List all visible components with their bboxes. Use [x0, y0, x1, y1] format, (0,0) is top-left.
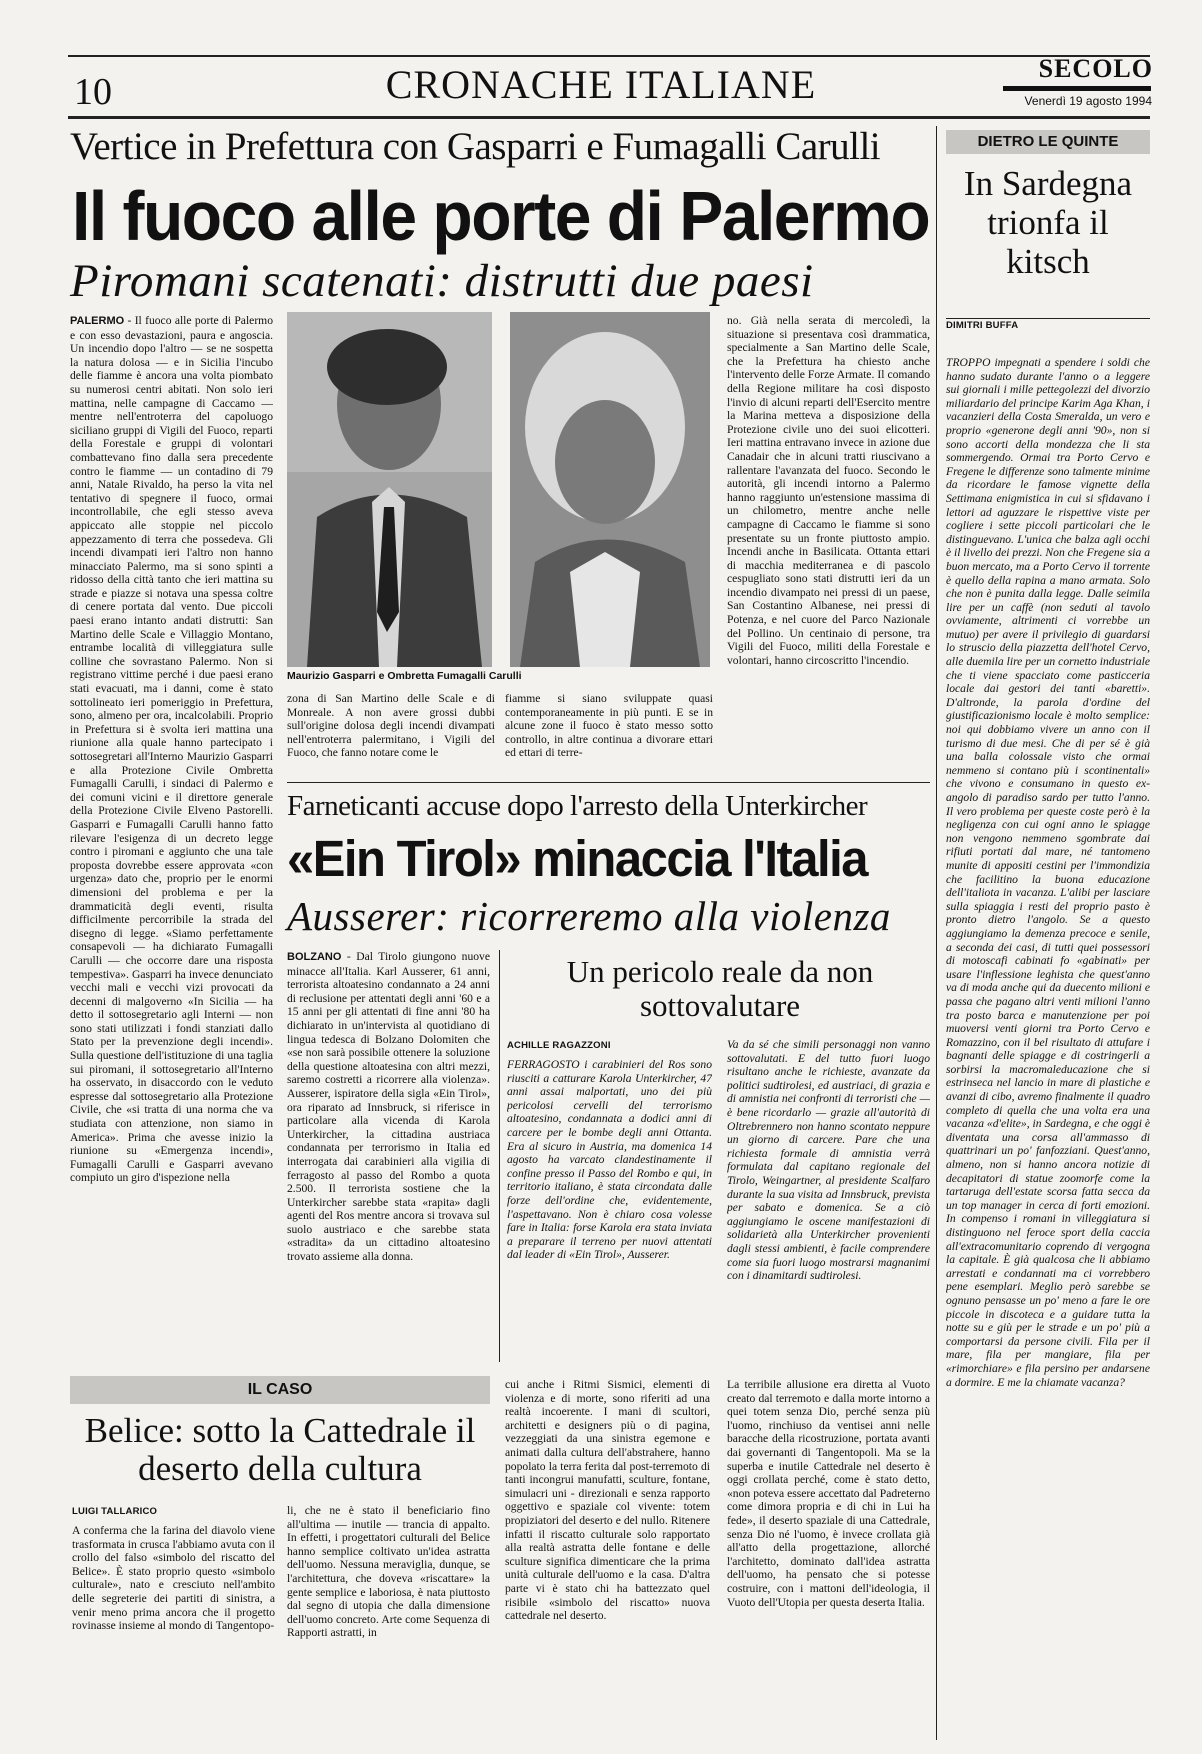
- lead-column-2: zona di San Martino delle Scale e di Monreale. A non avere grossi dubbi sull'origine dolosa degli incendi divampati nell'entroterra palermitano, i Vigili del Fuoco, che fanno notare come le: [287, 692, 495, 760]
- belice-headline: Belice: sotto la Cattedrale il deserto della cultura: [84, 1411, 476, 1488]
- tirol-column-divider: [499, 950, 500, 1362]
- lead-deck: Piromani scatenati: distrutti due paesi: [70, 255, 814, 307]
- lead-column-4: no. Già nella serata di mercoledì, la situazione si presentava così drammatica, specialmente a San Martino delle Scale, che la Prefettura ha chiesto anche l'intervento delle Forze Armate. Il comando della Regione militare ha così disposto l'invio di alcuni reparti dell'Esercito mentre la Marina metteva a disposizione della Protezione civile uno dei suoi elicotteri. Ieri mattina entravano invece in azione due Canadair che in alcuni tratti riuscivano a rallentare l'avanzata del fuoco. Secondo le autorità, gli incendi intorno a Palermo hanno raggiunto un'estensione massima di un chilometro, mentre anche nelle campagne di Caccamo le fiamme si sono presentate su un fronte piuttosto ampio. Incendi anche in Basilicata. Ottanta ettari di macchia mediterranea e di pascolo cespugliato sono stati distrutti ieri da un incendio divampato nei pressi di un paese, San Costantino Albanese, nei pressi di Potenza, e nel cuore del Parco Nazionale del Pollino. Un centinaio di persone, tra Vigili del Fuoco, militi della Forestale e volontari, hanno circoscritto l'incendio.: [727, 314, 930, 667]
- tirol-sub-headline: Un pericolo reale da non sottovalutare: [566, 954, 874, 1023]
- tirol-byline: ACHILLE RAGAZZONI: [507, 1040, 611, 1051]
- sidebar-kicker: DIETRO LE QUINTE: [946, 130, 1150, 154]
- sidebar-headline: In Sardegna trionfa il kitsch: [963, 164, 1133, 281]
- belice-byline: LUIGI TALLARICO: [72, 1506, 158, 1517]
- photo-gasparri: [287, 312, 492, 667]
- sidebar-rule: [946, 318, 1150, 319]
- sidebar-body: [946, 356, 1150, 1740]
- sidebar-body-text: TROPPO impegnati a spendere i soldi che hanno sudato durante l'anno o a leggere sui giornali i mille pettegolezzi del divorzio miliardario del principe Karim Aga Khan, i vacanzieri della Costa Smeralda, un vero e proprio «generone degli anni '90», non si sono accorti della mondezza che li sta sommergendo. Ormai tra Porto Cervo e Fregene le differenze sono talmente minime da ricordare le famose vignette della Settimana enigmistica in cui si sfidavano i lettori ad aguzzare le rispettive viste per cogliere i sette piccoli particolari che le distinguevano. L'unica che balza agli occhi è il livello dei prezzi. Non che Fregene sia a buon mercato, ma a Porto Cervo il torrente è quello della rapina a mano armata. Solo che non è punita dalla legge. Dalle seimila lire per un caffè (non seduti al tavolo ovviamente, altrimenti ci vorrebbe un mutuo) per avere il privilegio di guardarsi lo struscio della piazzetta dell'hotel Cervo, alle duemila lire per un cornetto industriale che ti viene spacciato come pasticceria locale dai gestori dei tanti «baretti». D'altronde, la parola d'ordine del giustificazionismo locale è molto semplice: noi qui dobbiamo vivere un anno con il turismo di due mesi. Che di per sé è già una balla colossale visto che ormai nemmeno si contano più i scontinentali» che vivono e consumano in questo ex-angolo di paradiso sardo per tutto l'anno. Il vero problema per queste coste però è la negligenza con cui ogni anno le spiagge non vengono nemmeno sgombrate dai rifiuti portati dal mare, né tantomeno munite di appositi cestini per l'immondizia che facilitino la buona educazione dell'italiota in vacanza. L'alibi per lasciare sulla spiaggia i resti del proprio pasto è pronto dietro l'angolo. Se a questo aggiungiamo la demenza precoce e senile, a seconda dei casi, di tutti quei possessori di motoscafi cabinati fo «gabinati» per usare l'inflessione leghista che quest'anno va di moda anche qui da duecento milioni e passa che pagano altri venti milioni l'anno tra posto barca e manutenzione per poi muoversi venti giorni tra Porto Cervo e Romazzino, con il bel risultato di attufare i bagnanti delle spiagge e di costringerli a sorbirsi la macromaleducazione che si estrinseca nel lancio in mare di plastiche e avanzi di cibo, avremo finalmente il quadro completo di quella che una volta era una vacanza «d'elite», in Sardegna, e che oggi è diventata una corsa all'ammasso di quattrinari un po' fanfozziani. Quest'anno, almeno, non si hanno ancora notizie di decapitatori di statue zoomorfe come la tartaruga dell'estate scorsa fatta secca da un top manager in cerca di forti emozioni. In compenso i romani in villeggiatura si distinguono nel feroce sport della caccia all'extracomunitario coprendo di vergogna la capitale. È già qualcosa che li abbiamo arrestati e condannati ma ci vorrebbero pene esemplari. Meglio però sarebbe se ognuno pensasse un po' meno a fare le ore piccole in discoteca e a guidare tutta la notte su e giù per le strade e un po' più a comportarsi da persone civili. Fila per il mare, fila per mangiare, fila per «rimorchiare» e fila persino per andarsene a dormire. E me la chiamate vacanza?: [946, 356, 1150, 1389]
- lead-column-1: [70, 314, 273, 1358]
- lead-column-3: fiamme si siano sviluppate quasi contemporaneamente in più punti. E se in alcune zone il fuoco è stato messo sotto controllo, in altre continua a divorare ettari ed ettari di terre-: [505, 692, 713, 760]
- belice-column-1: [72, 1524, 275, 1740]
- lead-column-1-text: - Il fuoco alle porte di Palermo e con esso devastazioni, paura e angoscia. Un incendio dopo l'altro — se ne sospetta la natura dolosa — e in Sicilia l'incubo delle fiamme è ancora una volta piombato su numerosi centri abitati. Non solo ieri mattina, nelle campagne di Caccamo — mentre nell'entroterra del capoluogo siciliano gruppi di Vigili del Fuoco, reparti della Forestale e gruppi di volontari combattevano fino dalla sera precedente contro le fiamme — un contadino di 79 anni, Natale Rivaldo, ha perso la vita nel tentativo di spegnere il fuoco, ormai incontrollabile, che egli stesso aveva appiccato alle stoppie nel piccolo appezzamento di terra che possedeva. Gli incendi divampati ieri l'altro non hanno minacciato Palermo, ma si sono spinti a ridosso della città tanto che ieri mattina su strade e piazze si notava una spessa coltre di cenere portata dal vento. Due piccoli paesi erano intanto andati distrutti: San Martino delle Scale e Villaggio Montano, entrambe località di villeggiatura sulle colline che sovrastano Palermo. Non si registrano vittime perché i due paesi erano stati evacuati, ma i danni, come è stato sottolineato ieri pomeriggio in Prefettura, sono, almeno per ora, incalcolabili. Proprio in Prefettura si è svolta ieri mattina una riunione alla quale hanno partecipato i sottosegretari all'Interno Maurizio Gasparri e alla Protezione Civile Ombretta Fumagalli Carulli, i sindaci di Palermo e dei comuni vicini e il direttore generale della Protezione Civile Elveno Pastorelli. Gasparri e Fumagalli Carulli hanno fatto rilevare l'esigenza di un decreto legge contro i piromani e aggiunto che una tale proposta dovrebbe essere approvata «con urgenza» dato che, proprio per le enormi dimensioni del problema e per la drammaticità degli eventi, risulta difficilmente percorribile la strada del disegno di legge. «Siamo perfettamente consapevoli — ha dichiarato Fumagalli Carulli — che occorre dare una risposta tempestiva». Gasparri ha invece denunciato vecchi mali e vecchi vizi provocati da decenni di malgoverno «In Sicilia — ha detto il sottosegretario agli Interni — non sono stati utilizzati i fondi stanziati dallo Stato per la prevenzione degli incendi». Sulla questione dell'istituzione di una taglia sui piromani, il sottosegretario all'Interno ha osservato, in disaccordo con le veduto espresse dal sottosegretario alla Protezione Civile, che «si tratta di una norma che va studiata con attenzione, non siamo in America». Prima che avesse inizio la riunione su «Emergenza incendi», Fumagalli Carulli e Gasparri avevano compiuto un giro d'ispezione nella: [70, 314, 273, 1185]
- belice-kicker: IL CASO: [70, 1376, 490, 1404]
- tirol-deck: Ausserer: ricorreremo alla violenza: [287, 893, 891, 939]
- newspaper-logo: SECOLO: [1038, 54, 1153, 83]
- masthead-top-rule: [68, 55, 1150, 57]
- belice-column-4: La terribile allusione era diretta al Vuoto creato dal terremoto e dalla morte intorno a quei totem senza Dio, perché senza più l'uomo, rinchiuso da ventisei anni nelle baracche della ricostruzione, portata avanti dai governanti di Tangentopoli. Ma se la superba e inutile Cattedrale nel deserto è oggi crollata perché, come è stato detto, «non poteva essere accettato dal Padreterno come dimora propria e di chi in Lui ha fede», il deserto spaziale di una Cattedrale, senza Dio né l'uomo, è invece crollata già all'atto della progettazione, allorché l'architetto, dominato dall'idea astratta dell'uomo, ha pensato che si potesse costruire, con i mattoni dell'ideologia, il Vuoto dell'Utopia per questa deserta Italia.: [727, 1378, 930, 1609]
- tirol-top-rule: [287, 782, 930, 783]
- tirol-dateline: BOLZANO: [287, 951, 342, 963]
- lead-overline: Vertice in Prefettura con Gasparri e Fumagalli Carulli: [70, 125, 881, 168]
- tirol-overline: Farneticanti accuse dopo l'arresto della Unterkircher: [287, 790, 868, 822]
- belice-column-1-text: A conferma che la farina del diavolo viene trasformata in crusca l'abbiamo avuta con il crollo del falso «simbolo del riscatto del Belice». È stato proprio questo «simbolo culturale», nato e cresciuto nell'ambito delle segreterie dei partiti di sinistra, a venir meno prima ancora che il progetto rovinasse insieme al mondo di Tangentopo-: [72, 1524, 275, 1633]
- belice-column-2: li, che ne è stato il beneficiario fino all'ultima — inutile — trancia di appalto. In effetti, i progettatori culturali del Belice hanno semplice coltivato un'idea astratta dell'uomo. Nessuna meraviglia, dunque, se l'architettura, che doveva «riscattare» la gente semplice e laboriosa, è nata piuttosto dal segno di utopia che dalla dimensione dell'uomo concreto. Arte come Sequenza di Rapporti astratti, in: [287, 1504, 490, 1640]
- issue-date: Venerdì 19 agosto 1994: [1024, 94, 1152, 108]
- section-title: CRONACHE ITALIANE: [385, 62, 817, 107]
- lead-headline: Il fuoco alle porte di Palermo: [72, 176, 930, 255]
- tirol-column-1-text: - Dal Tirolo giungono nuove minacce all'Italia. Karl Ausserer, 61 anni, terrorista altoatesino condannato a 24 anni di reclusione per attentati degli anni '60 e a 15 anni per gli attentati di fine anni '80 ha dichiarato in un'intervista al quotidiano di lingua tedesca di Bolzano Dolomiten che «se non sarà possibile ottenere la soluzione della questione altoatesina con altri mezzi, saremo costretti a ricorrere alla violenza». Ausserer, ispiratore della sigla «Ein Tirol», ora riparato ad Innsbruck, si riferisce in particolare alla vicenda di Karola Unterkircher, la cittadina austriaca condannata per terrorismo in Italia ed interrogata dai carabinieri alla vigilia di ferragosto al passo del Rombo a quota 2.500. Il terrorista sostiene che la Unterkircher sarebbe stata «rapita» dagli agenti del Ros mentre ancora si trovava sul suolo austriaco e che sarebbe stata «stradita» da un cittadino altoatesino trovato assieme alla donna.: [287, 950, 490, 1264]
- page-number: 10: [74, 71, 112, 113]
- tirol-sub-column-2: Va da sé che simili personaggi non vanno sottovalutati. E del tutto fuori luogo risultano anche le richieste, avanzate da politici sudtirolesi, ed austriaci, di grazia e di amnistia nei confronti di terroristi che — è bene ricordarlo — grazie all'autorità di Oltrebrennero non hanno scontato neppure un giorno di carcere. Pare che una richiesta formale di amnistia verrà formulata dal capitano regionale del Tirolo, Weingartner, al presidente Scalfaro durante la sua visita ad Innsbruck, prevista per sabato e domenica. Se a ciò aggiungiamo le oscene manifestazioni di solidarietà alla Unterkircher provenienti dagli stessi ambienti, è facile comprendere come sia fuori luogo mostrarsi magnanimi con i dinamitardi sudtirolesi.: [727, 1038, 930, 1283]
- tirol-column-1: [287, 950, 490, 1362]
- belice-column-3: cui anche i Ritmi Sismici, elementi di violenza e di morte, sono riferiti ad una realtà incoerente. I mani di scultori, architetti e designers più o di pagina, vezzeggiati da una sinistra egemone e animati dalla cultura dell'abstrahere, hanno popolato la terra ferita dal post-terremoto di tanti incongrui manufatti, sculture, fontane, simulacri uni - direzionali e senza rapporto oggettivo e spaziale col vivente: totem propiziatori del deserto e del nullo. Ritenere infatti il riscatto culturale solo rapportato alla realtà astratta delle fontane e delle sculture significa dimenticare che la prima unità culturale dell'uomo e la casa. D'altra parte vi è stato chi ha battezzato quel risibile «simbolo del riscatto» nuova cattedrale nel deserto.: [505, 1378, 710, 1623]
- photo-fumagalli-carulli: [510, 312, 710, 667]
- masthead-bottom-rule: [68, 116, 1150, 119]
- tirol-headline: «Ein Tirol» minaccia l'Italia: [287, 830, 868, 888]
- logo-bar: [1003, 86, 1151, 91]
- tirol-sub-column-1: [507, 1058, 712, 1362]
- tirol-sub-column-1-text: FERRAGOSTO i carabinieri del Ros sono riusciti a catturare Karola Unterkircher, 47 anni assai malportati, uno dei più pericolosi cervelli del terrorismo altoatesino, condannata a dodici anni di carcere per le bombe degli anni Ottanta. Era al sicuro in Austria, ma domenica 14 agosto ha varcato clandestinamente il confine presso il Passo del Rombo e qui, in territorio italiano, è stata circondata dalle forze dell'ordine che, evidentemente, l'aspettavano. Non è chiaro cosa volesse fare in Italia: forse Karola era stata inviata a preparare il terreno per nuovi attentati dal leader di «Ein Tirol», Ausserer.: [507, 1058, 712, 1262]
- lead-dateline: PALERMO: [70, 315, 125, 327]
- sidebar-byline: DIMITRI BUFFA: [946, 320, 1019, 331]
- photo-caption: Maurizio Gasparri e Ombretta Fumagalli Carulli: [287, 670, 522, 682]
- sidebar-divider: [936, 126, 937, 1740]
